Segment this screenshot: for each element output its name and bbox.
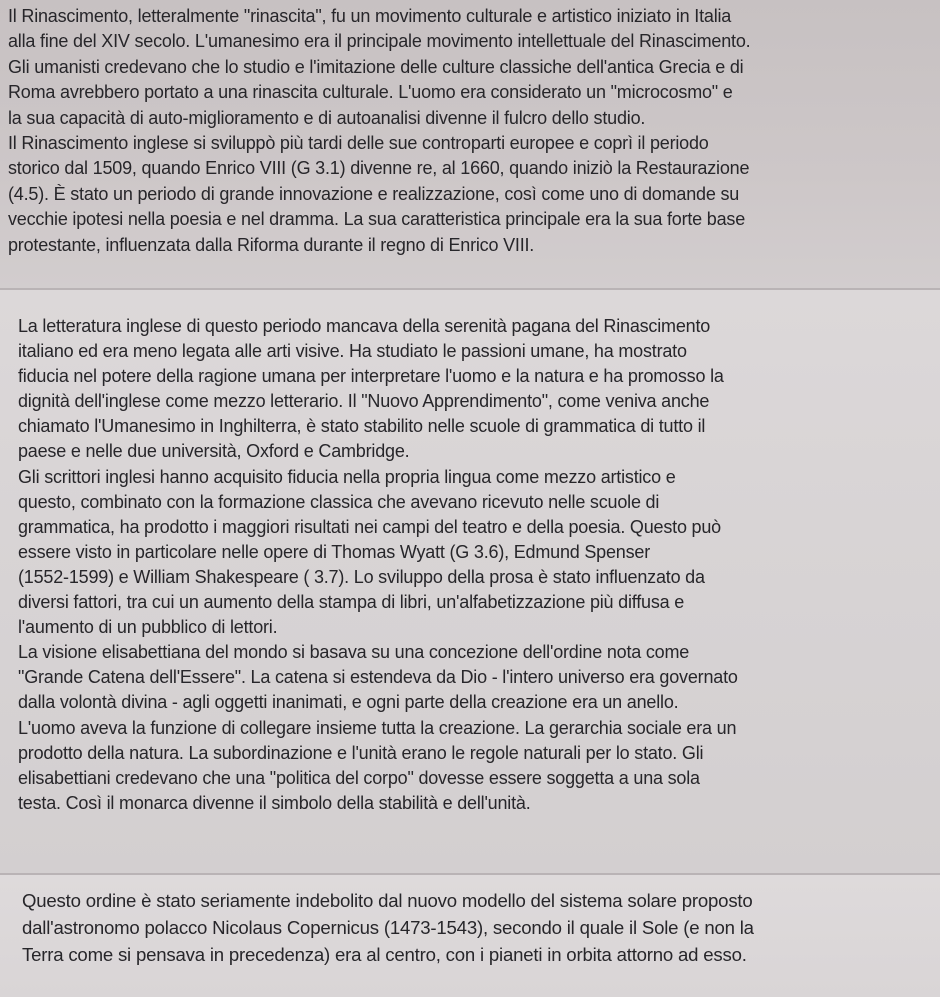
text-line: (4.5). È stato un periodo di grande innovazione e realizzazione, così come uno di domande su [8, 183, 740, 204]
text-line: essere visto in particolare nelle opere di Thomas Wyatt (G 3.6), Edmund Spenser [18, 541, 651, 562]
text-line: Roma avrebbero portato a una rinascita culturale. L'uomo era considerato un "microcosmo" e [8, 82, 733, 103]
text-line: L'uomo aveva la funzione di collegare insieme tutta la creazione. La gerarchia sociale era un [18, 717, 737, 738]
paragraph-english-literature [0, 290, 940, 875]
text-line: La letteratura inglese di questo periodo mancava della serenità pagana del Rinascimento [18, 316, 711, 336]
paragraph-renaissance-intro [0, 0, 940, 290]
text-line: storico dal 1509, quando Enrico VIII (G 3.1) divenne re, al 1660, quando iniziò la Restaurazione [8, 158, 750, 179]
text-line: elisabettiani credevano che una "politica del corpo" dovesse essere soggetta a una sola [18, 767, 700, 788]
text-line: questo, combinato con la formazione classica che avevano ricevuto nelle scuole di [18, 491, 660, 512]
text-line: l'aumento di un pubblico di lettori. [18, 617, 278, 638]
text-line: Gli umanisti credevano che lo studio e l'imitazione delle culture classiche dell'antica Grecia e di [8, 56, 744, 77]
text-line: chiamato l'Umanesimo in Inghilterra, è stato stabilito nelle scuole di grammatica di tutto il [18, 416, 706, 437]
text-line: grammatica, ha prodotto i maggiori risultati nei campi del teatro e della poesia. Questo può [18, 516, 721, 537]
text-line: protestante, influenzata dalla Riforma durante il regno di Enrico VIII. [8, 234, 535, 255]
text-line: La visione elisabettiana del mondo si basava su una concezione dell'ordine nota come [18, 642, 690, 663]
text-line: Terra come si pensava in precedenza) era al centro, con i pianeti in orbita attorno ad esso. [22, 944, 747, 965]
text-line: dalla volontà divina - agli oggetti inanimati, e ogni parte della creazione era un anello. [18, 692, 679, 713]
text-line: Il Rinascimento, letteralmente "rinascita", fu un movimento culturale e artistico iniziato in Italia [8, 6, 732, 26]
text-line: alla fine del XIV secolo. L'umanesimo era il principale movimento intellettuale del Rinascimento. [8, 31, 751, 52]
text-line: dall'astronomo polacco Nicolaus Copernicus (1473-1543), secondo il quale il Sole (e non la [22, 917, 754, 938]
text-line: prodotto della natura. La subordinazione e l'unità erano le regole naturali per lo stato. Gli [18, 742, 704, 763]
text-line: italiano ed era meno legata alle arti visive. Ha studiato le passioni umane, ha mostrato [18, 341, 687, 362]
text-line: testa. Così il monarca divenne il simbolo della stabilità e dell'unità. [18, 792, 531, 813]
text-line: vecchie ipotesi nella poesia e nel dramma. La sua caratteristica principale era la sua forte base [8, 209, 746, 230]
text-line: (1552-1599) e William Shakespeare ( 3.7). Lo sviluppo della prosa è stato influenzato da [18, 566, 705, 587]
text-line: Gli scrittori inglesi hanno acquisito fiducia nella propria lingua come mezzo artistico e [18, 466, 676, 487]
text-line: paese e nelle due università, Oxford e Cambridge. [18, 441, 410, 462]
text-line: fiducia nel potere della ragione umana per interpretare l'uomo e la natura e ha promosso la [18, 366, 724, 387]
text-line: Questo ordine è stato seriamente indebolito dal nuovo modello del sistema solare proposto [22, 890, 753, 911]
text-line: Il Rinascimento inglese si sviluppò più tardi delle sue controparti europee e coprì il periodo [8, 133, 709, 154]
text-line: "Grande Catena dell'Essere". La catena si estendeva da Dio - l'intero universo era governato [18, 667, 738, 688]
text-line: diversi fattori, tra cui un aumento della stampa di libri, un'alfabetizzazione più diffusa e [18, 592, 685, 613]
paragraph-copernicus [0, 875, 940, 997]
text-line: la sua capacità di auto-miglioramento e di autoanalisi divenne il fulcro dello studio. [8, 107, 646, 128]
text-line: dignità dell'inglese come mezzo letterario. Il "Nuovo Apprendimento", come veniva anche [18, 391, 710, 412]
